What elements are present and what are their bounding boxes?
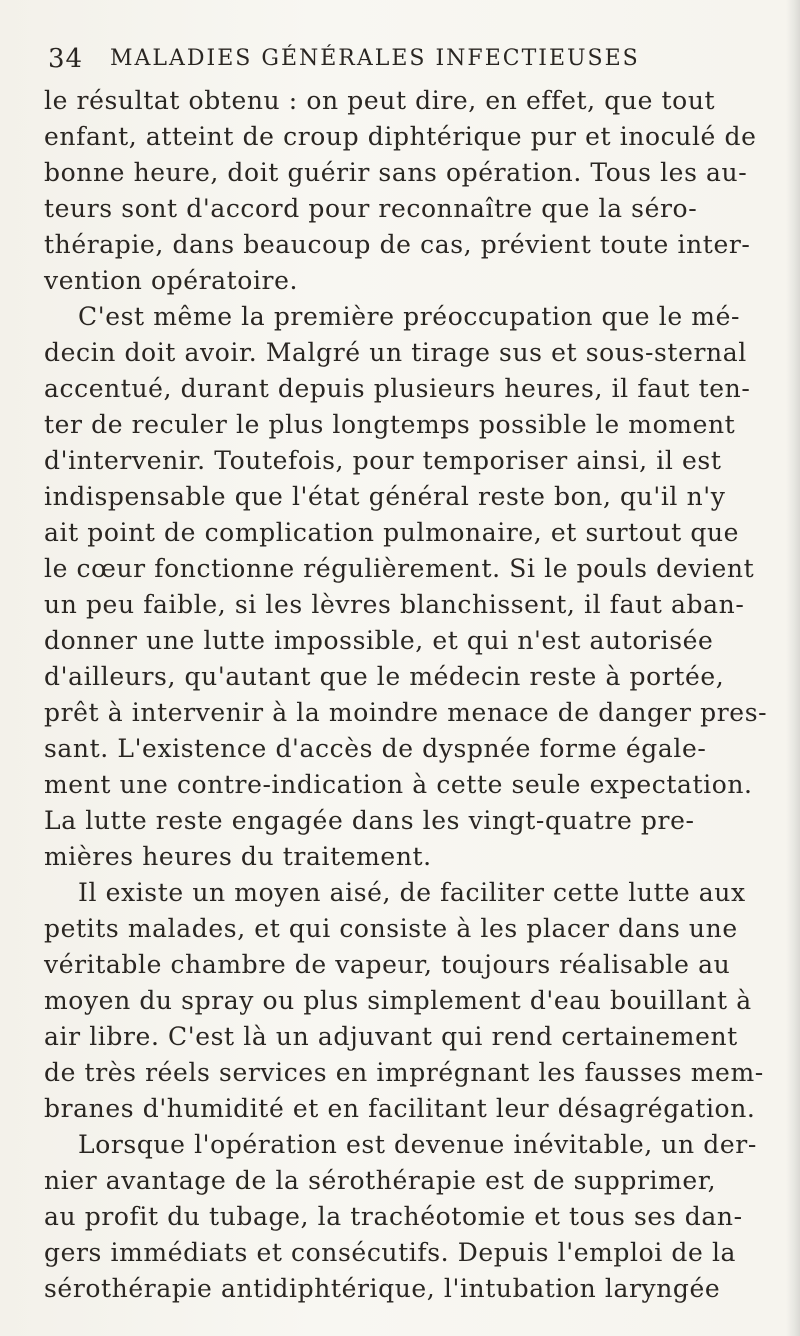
text-line: véritable chambre de vapeur, toujours réalisable au: [44, 950, 731, 979]
text-line: decin doit avoir. Malgré un tirage sus et sous-sternal: [44, 338, 747, 367]
body-text: [44, 83, 776, 1307]
text-line: prêt à intervenir à la moindre menace de danger pres-: [44, 698, 768, 727]
page-edge-shadow: [786, 0, 800, 1336]
text-line: d'intervenir. Toutefois, pour temporiser ainsi, il est: [44, 446, 722, 475]
text-line: le résultat obtenu : on peut dire, en effet, que tout: [44, 86, 716, 115]
text-line: mières heures du traitement.: [44, 842, 432, 871]
text-line: au profit du tubage, la trachéotomie et tous ses dan-: [44, 1202, 743, 1231]
text-line: Il existe un moyen aisé, de faciliter cette lutte aux: [78, 878, 746, 907]
text-line: un peu faible, si les lèvres blanchissent, il faut aban-: [44, 590, 745, 619]
text-line: thérapie, dans beaucoup de cas, prévient toute inter-: [44, 230, 751, 259]
text-line: vention opératoire.: [44, 266, 299, 295]
text-line: nier avantage de la sérothérapie est de supprimer,: [44, 1166, 717, 1195]
running-title: MALADIES GÉNÉRALES INFECTIEUSES: [110, 46, 640, 71]
text-line: teurs sont d'accord pour reconnaître que la séro-: [44, 194, 698, 223]
text-line: C'est même la première préoccupation que le mé-: [78, 302, 741, 331]
text-line: d'ailleurs, qu'autant que le médecin reste à portée,: [44, 662, 725, 691]
text-line: de très réels services en imprégnant les fausses mem-: [44, 1058, 764, 1087]
text-line: sant. L'existence d'accès de dyspnée forme égale-: [44, 734, 707, 763]
text-line: accentué, durant depuis plusieurs heures, il faut ten-: [44, 374, 751, 403]
text-line: branes d'humidité et en facilitant leur désagrégation.: [44, 1094, 756, 1123]
text-line: Lorsque l'opération est devenue inévitable, un der-: [78, 1130, 757, 1159]
page-number: 34: [48, 44, 84, 74]
text-line: donner une lutte impossible, et qui n'est autorisée: [44, 626, 714, 655]
text-line: ment une contre-indication à cette seule expectation.: [44, 770, 753, 799]
text-line: ait point de complication pulmonaire, et surtout que: [44, 518, 740, 547]
text-line: le cœur fonctionne régulièrement. Si le pouls devient: [44, 554, 755, 583]
text-line: air libre. C'est là un adjuvant qui rend certainement: [44, 1022, 738, 1051]
text-line: enfant, atteint de croup diphtérique pur et inoculé de: [44, 122, 757, 151]
text-line: ter de reculer le plus longtemps possible le moment: [44, 410, 736, 439]
text-line: La lutte reste engagée dans les vingt-quatre pre-: [44, 806, 695, 835]
text-line: sérothérapie antidiphtérique, l'intubation laryngée: [44, 1274, 721, 1303]
text-line: petits malades, et qui consiste à les placer dans une: [44, 914, 738, 943]
text-line: bonne heure, doit guérir sans opération. Tous les au-: [44, 158, 748, 187]
text-line: moyen du spray ou plus simplement d'eau bouillant à: [44, 986, 752, 1015]
text-line: gers immédiats et consécutifs. Depuis l'emploi de la: [44, 1238, 737, 1267]
text-line: indispensable que l'état général reste bon, qu'il n'y: [44, 482, 726, 511]
page-header: [48, 44, 768, 78]
